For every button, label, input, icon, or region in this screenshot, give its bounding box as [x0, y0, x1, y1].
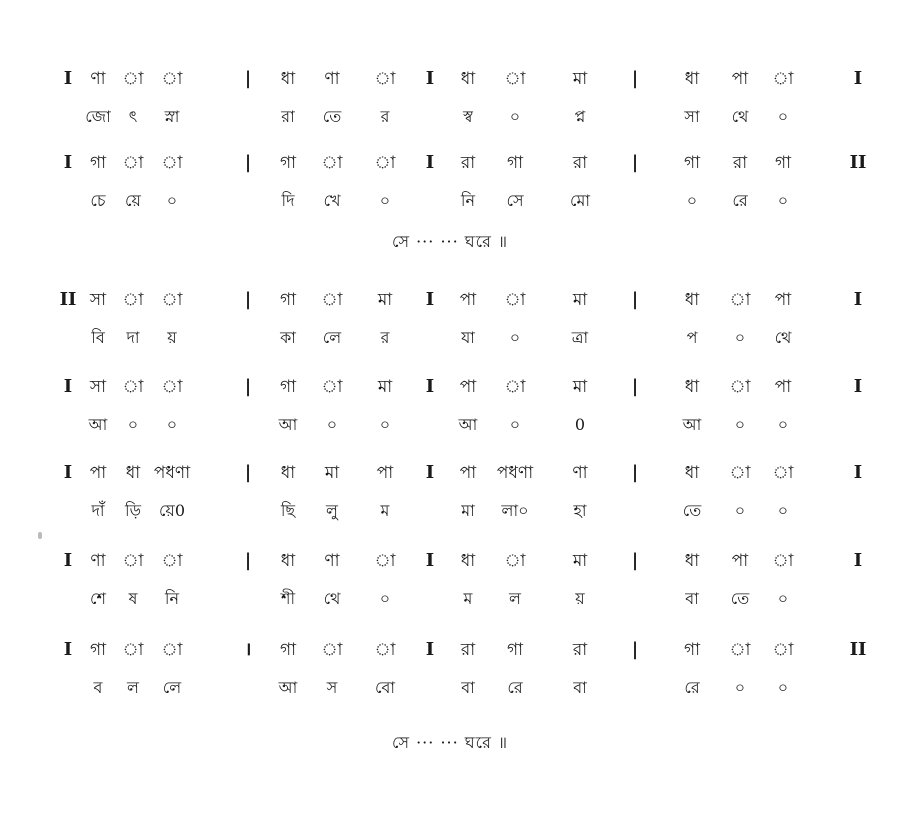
lyric-syllable: ম: [380, 501, 390, 520]
swara-note: পা: [89, 463, 107, 483]
swara-note: সা: [89, 377, 107, 397]
swara-note: ণা: [572, 463, 588, 483]
swara-note: পা: [459, 377, 477, 397]
swara-note: পা: [774, 290, 792, 310]
swara-note: া: [122, 153, 144, 173]
swara-note: া: [729, 290, 751, 310]
swara-note: গা: [683, 640, 701, 660]
swara-note: া: [161, 551, 183, 571]
bar-line: I: [63, 550, 73, 571]
notation-line-4: [0, 370, 900, 460]
lyric-syllable: তে: [322, 107, 342, 126]
lyric-syllable: সা: [684, 107, 700, 126]
bar-line: II: [849, 152, 867, 173]
lyric-syllable: ০: [509, 415, 521, 434]
lyric-syllable: প: [686, 328, 698, 347]
swara-note: ধা: [460, 69, 476, 89]
swara-note: া: [504, 69, 526, 89]
lyric-syllable: 0: [574, 415, 586, 434]
swara-row: [0, 62, 900, 96]
swara-note: া: [161, 153, 183, 173]
lyric-syllable: ০: [777, 191, 789, 210]
lyric-syllable: ০: [166, 415, 178, 434]
lyric-syllable: লে: [322, 328, 342, 347]
bar-line: I: [853, 289, 863, 310]
notation-line-5: [0, 456, 900, 546]
swara-note: গা: [506, 153, 524, 173]
bar-line: |: [244, 550, 252, 571]
refrain-line: সে ··· ··· ঘরে ॥: [391, 232, 509, 251]
lyric-syllable: যা: [461, 328, 475, 347]
swara-note: পা: [774, 377, 792, 397]
lyric-syllable: আ: [278, 415, 298, 434]
lyric-syllable: কা: [280, 328, 296, 347]
swara-note: া: [122, 551, 144, 571]
lyric-syllable: ম: [463, 589, 473, 608]
bar-line: |: [244, 68, 252, 89]
swara-note: া: [122, 290, 144, 310]
lyric-syllable: রে: [732, 191, 748, 210]
bar-line: I: [63, 376, 73, 397]
bar-line: I: [63, 152, 73, 173]
bar-line: I: [425, 68, 435, 89]
swara-row: [0, 633, 900, 667]
bar-line: |: [244, 376, 252, 397]
swara-note: া: [321, 640, 343, 660]
lyric-row: [0, 100, 900, 134]
lyric-syllable: ০: [734, 328, 746, 347]
lyric-syllable: ০: [777, 678, 789, 697]
lyric-syllable: দা: [126, 328, 140, 347]
lyric-syllable: থে: [731, 107, 749, 126]
lyric-syllable: ০: [127, 415, 139, 434]
lyric-syllable: শী: [280, 589, 296, 608]
lyric-syllable: ০: [379, 191, 391, 210]
swara-note: পধণা: [496, 463, 534, 483]
swara-note: ধা: [684, 290, 700, 310]
swara-row: [0, 283, 900, 317]
swara-note: ধা: [684, 551, 700, 571]
lyric-syllable: থে: [774, 328, 792, 347]
bar-line: |: [244, 462, 252, 483]
swara-note: া: [122, 640, 144, 660]
swara-note: পা: [731, 69, 749, 89]
lyric-syllable: ল: [509, 589, 521, 608]
lyric-syllable: য়ে0: [158, 501, 186, 520]
swara-note: গা: [279, 290, 297, 310]
bar-line: I: [853, 68, 863, 89]
swara-note: রা: [572, 640, 588, 660]
bar-line: II: [59, 289, 77, 310]
swara-note: ধা: [280, 69, 296, 89]
bar-line: ।: [244, 639, 252, 660]
lyric-syllable: লু: [326, 501, 338, 520]
swara-note: ধা: [460, 551, 476, 571]
swara-note: পা: [376, 463, 394, 483]
swara-note: া: [321, 290, 343, 310]
bar-line: I: [63, 462, 73, 483]
swara-note: া: [772, 69, 794, 89]
swara-note: া: [504, 551, 526, 571]
swara-note: া: [772, 551, 794, 571]
lyric-syllable: য়ে: [125, 191, 141, 210]
swara-note: ধা: [280, 551, 296, 571]
swara-note: রা: [732, 153, 748, 173]
lyric-syllable: স্ব: [463, 107, 473, 126]
swara-note: া: [321, 377, 343, 397]
swara-note: া: [772, 640, 794, 660]
lyric-syllable: ০: [686, 191, 698, 210]
swara-note: গা: [683, 153, 701, 173]
swara-note: ধা: [280, 463, 296, 483]
lyric-syllable: বা: [573, 678, 587, 697]
bar-line: |: [631, 376, 639, 397]
refrain-line: সে ··· ··· ঘরে ॥: [391, 733, 509, 752]
swara-note: সা: [89, 290, 107, 310]
bar-line: I: [425, 376, 435, 397]
lyric-syllable: ০: [734, 678, 746, 697]
bar-line: II: [849, 639, 867, 660]
swara-note: ণা: [324, 551, 340, 571]
lyric-row: [0, 321, 900, 355]
lyric-row: [0, 408, 900, 442]
lyric-syllable: ০: [777, 589, 789, 608]
swara-note: া: [161, 377, 183, 397]
lyric-syllable: ০: [379, 415, 391, 434]
swara-note: া: [161, 290, 183, 310]
swara-note: গা: [774, 153, 792, 173]
lyric-syllable: ০: [509, 328, 521, 347]
bar-line: |: [631, 550, 639, 571]
swara-note: মা: [572, 551, 588, 571]
lyric-syllable: আ: [682, 415, 702, 434]
lyric-syllable: আ: [458, 415, 478, 434]
bar-line: I: [425, 550, 435, 571]
swara-note: া: [772, 463, 794, 483]
bar-line: I: [853, 550, 863, 571]
swara-note: ধা: [125, 463, 141, 483]
lyric-syllable: মো: [569, 191, 591, 210]
swara-note: মা: [377, 377, 393, 397]
swara-note: া: [161, 640, 183, 660]
lyric-syllable: ৎ: [128, 107, 138, 126]
bar-line: I: [853, 376, 863, 397]
bar-line: |: [244, 152, 252, 173]
swara-note: া: [504, 290, 526, 310]
swara-note: ণা: [324, 69, 340, 89]
lyric-syllable: জো: [85, 107, 111, 126]
lyric-syllable: দাঁ: [91, 501, 105, 520]
swara-note: গা: [506, 640, 524, 660]
swara-note: া: [122, 69, 144, 89]
notation-line-3: [0, 283, 900, 373]
swara-note: পা: [459, 463, 477, 483]
swara-note: ধা: [684, 377, 700, 397]
lyric-syllable: শে: [90, 589, 106, 608]
swara-note: া: [321, 153, 343, 173]
lyric-syllable: মা: [461, 501, 475, 520]
swara-note: ধা: [684, 69, 700, 89]
lyric-syllable: আ: [278, 678, 298, 697]
lyric-syllable: বা: [685, 589, 699, 608]
notation-line-7: [0, 633, 900, 723]
swara-row: [0, 146, 900, 180]
lyric-row: [0, 494, 900, 528]
bar-line: |: [631, 462, 639, 483]
lyric-syllable: বো: [374, 678, 396, 697]
swara-note: পা: [459, 290, 477, 310]
swara-note: া: [729, 463, 751, 483]
swara-note: া: [374, 551, 396, 571]
lyric-syllable: খে: [323, 191, 341, 210]
swara-row: [0, 456, 900, 490]
lyric-syllable: দি: [281, 191, 295, 210]
lyric-syllable: চে: [90, 191, 106, 210]
bar-line: I: [425, 152, 435, 173]
lyric-syllable: তে: [730, 589, 750, 608]
lyric-syllable: ০: [777, 415, 789, 434]
lyric-syllable: য়: [167, 328, 177, 347]
swara-note: গা: [89, 153, 107, 173]
lyric-syllable: বা: [461, 678, 475, 697]
lyric-syllable: ত্রা: [571, 328, 589, 347]
swara-note: া: [374, 640, 396, 660]
lyric-syllable: ০: [734, 501, 746, 520]
bar-line: I: [853, 462, 863, 483]
swara-note: পা: [731, 551, 749, 571]
swara-note: মা: [572, 290, 588, 310]
lyric-syllable: নি: [460, 191, 476, 210]
swara-note: া: [504, 377, 526, 397]
lyric-syllable: ছি: [280, 501, 296, 520]
lyric-syllable: ড়ি: [124, 501, 142, 520]
lyric-syllable: ষ: [128, 589, 138, 608]
lyric-syllable: ব: [93, 678, 103, 697]
lyric-syllable: ০: [379, 589, 391, 608]
lyric-syllable: লে: [162, 678, 182, 697]
swara-note: গা: [89, 640, 107, 660]
bar-line: |: [631, 68, 639, 89]
lyric-syllable: তে: [682, 501, 702, 520]
notation-line-1: [0, 62, 900, 152]
swara-note: মা: [377, 290, 393, 310]
swara-note: ণা: [90, 551, 106, 571]
swara-row: [0, 544, 900, 578]
swara-note: গা: [279, 640, 297, 660]
swara-note: া: [374, 153, 396, 173]
lyric-syllable: ০: [509, 107, 521, 126]
swara-note: া: [374, 69, 396, 89]
bar-line: I: [425, 462, 435, 483]
swara-note: মা: [572, 377, 588, 397]
lyric-syllable: বি: [91, 328, 105, 347]
lyric-syllable: ০: [326, 415, 338, 434]
lyric-syllable: সে: [506, 191, 524, 210]
lyric-syllable: হা: [573, 501, 587, 520]
swara-note: গা: [279, 377, 297, 397]
lyric-syllable: প্ন: [574, 107, 586, 126]
swara-note: া: [122, 377, 144, 397]
swara-note: া: [729, 377, 751, 397]
lyric-syllable: ০: [734, 415, 746, 434]
bar-line: |: [631, 289, 639, 310]
lyric-syllable: স: [326, 678, 338, 697]
lyric-syllable: রে: [507, 678, 523, 697]
lyric-syllable: রে: [684, 678, 700, 697]
bar-line: |: [631, 152, 639, 173]
swara-note: রা: [460, 640, 476, 660]
lyric-syllable: র: [380, 107, 390, 126]
lyric-syllable: ০: [166, 191, 178, 210]
lyric-syllable: লা০: [501, 501, 529, 520]
swara-note: মা: [572, 69, 588, 89]
lyric-syllable: ল: [127, 678, 139, 697]
paper-speck: [38, 532, 42, 539]
notation-line-2: [0, 146, 900, 236]
swara-row: [0, 370, 900, 404]
lyric-syllable: নি: [164, 589, 180, 608]
lyric-syllable: ০: [777, 501, 789, 520]
swara-note: পধণা: [153, 463, 191, 483]
lyric-syllable: য়: [575, 589, 585, 608]
bar-line: |: [631, 639, 639, 660]
notation-line-6: [0, 544, 900, 634]
swara-note: ণা: [90, 69, 106, 89]
swara-note: গা: [279, 153, 297, 173]
lyric-syllable: রা: [281, 107, 295, 126]
bar-line: I: [425, 289, 435, 310]
swara-note: া: [161, 69, 183, 89]
bar-line: I: [63, 68, 73, 89]
bar-line: I: [425, 639, 435, 660]
lyric-syllable: র: [380, 328, 390, 347]
lyric-syllable: ০: [777, 107, 789, 126]
lyric-syllable: থে: [323, 589, 341, 608]
lyric-row: [0, 582, 900, 616]
swara-note: া: [729, 640, 751, 660]
lyric-syllable: আ: [88, 415, 108, 434]
swara-note: রা: [572, 153, 588, 173]
swara-note: মা: [324, 463, 340, 483]
swara-note: ধা: [684, 463, 700, 483]
lyric-row: [0, 671, 900, 705]
lyric-row: [0, 184, 900, 218]
bar-line: I: [63, 639, 73, 660]
swara-note: রা: [460, 153, 476, 173]
lyric-syllable: স্না: [164, 107, 180, 126]
bar-line: |: [244, 289, 252, 310]
